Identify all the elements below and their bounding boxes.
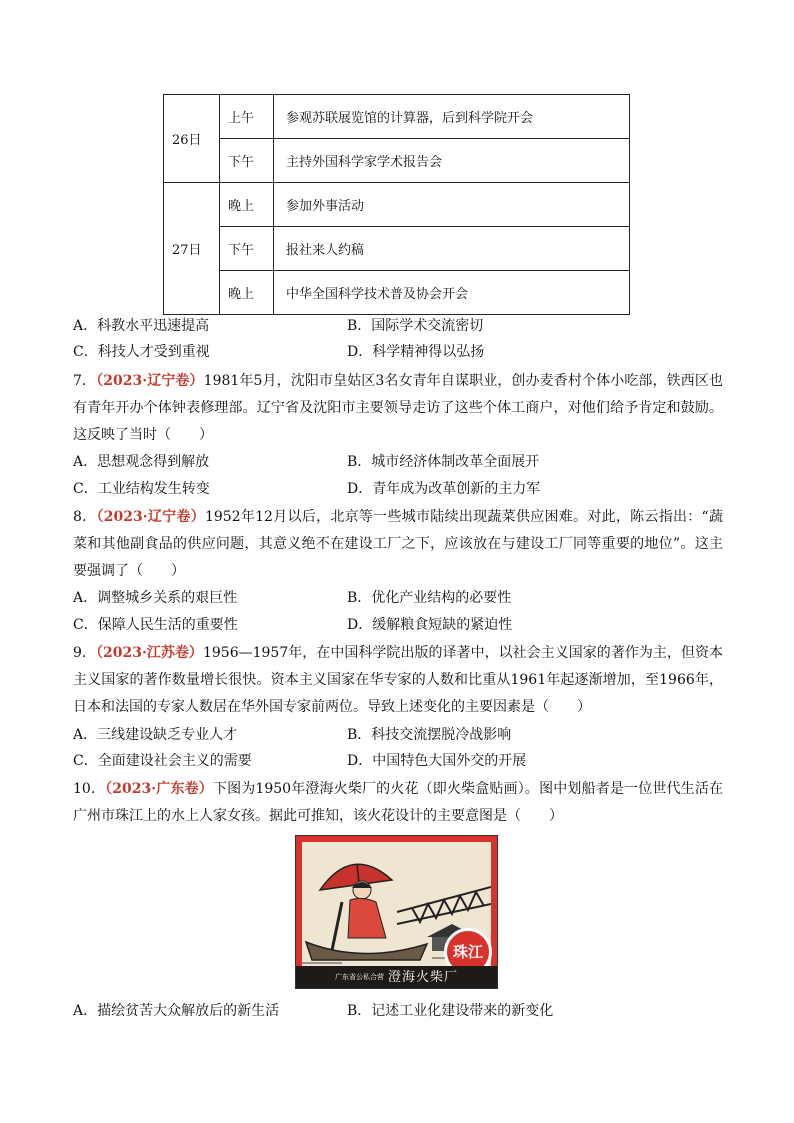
matchbox-stamp: 珠江 <box>444 928 492 976</box>
question-7 <box>73 368 723 449</box>
period-cell: 晚上 <box>220 271 274 315</box>
question-10 <box>73 776 723 830</box>
q6-option-c: C．科技人才受到重视 <box>73 344 210 360</box>
day-cell: 26日 <box>164 95 220 183</box>
period-cell: 晚上 <box>220 183 274 227</box>
q7-option-a: A．思想观念得到解放 <box>73 454 210 470</box>
table-row <box>164 227 630 271</box>
event-cell: 报社来人约稿 <box>274 227 630 271</box>
question-text: 1981年5月，沈阳市皇姑区3名女青年自谋职业，创办麦香村个体小吃部，铁西区也有青年开办个体钟表修理部。辽宁省及沈阳市主要领导走访了这些个体工商户，对他们给予肯定和鼓励。这反映了当时（ ） <box>73 373 723 443</box>
day-cell: 27日 <box>164 183 220 315</box>
question-source: （2023·辽宁卷） <box>96 373 204 389</box>
q8-option-b: B．优化产业结构的必要性 <box>347 590 512 606</box>
question-number: 8． <box>73 509 97 525</box>
question-9 <box>73 640 723 721</box>
q10-option-a: A．描绘贫苦大众解放后的新生活 <box>73 1003 280 1019</box>
question-8 <box>73 504 723 585</box>
event-cell: 参加外事活动 <box>274 183 630 227</box>
q7-option-b: B．城市经济体制改革全面展开 <box>347 454 540 470</box>
q8-option-d: D．缓解粮食短缺的紧迫性 <box>347 617 513 633</box>
q8-option-c: C．保障人民生活的重要性 <box>73 617 238 633</box>
period-cell: 上午 <box>220 95 274 139</box>
matchbox-brand-bar <box>296 966 497 989</box>
question-number: 10． <box>73 781 106 797</box>
question-source: （2023·江苏卷） <box>95 645 203 661</box>
q9-option-c: C．全面建设社会主义的需要 <box>73 753 252 769</box>
matchbox-small-text: 广东省公私合营 <box>334 973 384 981</box>
table-row <box>164 183 630 227</box>
q6-option-a: A．科教水平迅速提高 <box>73 318 210 334</box>
table-row <box>164 95 630 139</box>
q9-option-a: A．三线建设缺乏专业人才 <box>73 727 238 743</box>
q7-option-d: D．青年成为改革创新的主力军 <box>347 481 541 497</box>
q8-option-a: A．调整城乡关系的艰巨性 <box>73 590 238 606</box>
q6-option-b: B．国际学术交流密切 <box>347 318 484 334</box>
table-row <box>164 271 630 315</box>
period-cell: 下午 <box>220 227 274 271</box>
q10-option-b: B．记述工业化建设带来的新变化 <box>347 1003 554 1019</box>
event-cell: 中华全国科学技术普及协会开会 <box>274 271 630 315</box>
matchbox-brand: 澄海火柴厂 <box>387 970 458 985</box>
question-text: 下图为1950年澄海火柴厂的火花（即火柴盒贴画）。图中划船者是一位世代生活在广州市珠江上的水上人家女孩。据此可推知，该火花设计的主要意图是（ ） <box>73 781 723 824</box>
table-row <box>164 139 630 183</box>
q7-option-c: C．工业结构发生转变 <box>73 481 210 497</box>
schedule-table <box>163 94 630 315</box>
question-number: 7． <box>73 373 97 389</box>
event-cell: 主持外国科学家学术报告会 <box>274 139 630 183</box>
question-source: （2023·辽宁卷） <box>96 509 205 525</box>
matchbox-label-image <box>295 835 498 989</box>
question-number: 9． <box>73 645 96 661</box>
question-source: （2023·广东卷） <box>105 781 213 797</box>
question-text: 1956—1957年，在中国科学院出版的译著中，以社会主义国家的著作为主，但资本主义国家的著作数量增长很快。资本主义国家在华专家的人数和比重从1961年起逐渐增加，至1966年，日本和法国的专家人数居在华外国专家前两位。导致上述变化的主要因素是（ ） <box>73 645 723 715</box>
q9-option-b: B．科技交流摆脱冷战影响 <box>347 727 512 743</box>
question-text: 1952年12月以后，北京等一些城市陆续出现蔬菜供应困难。对此，陈云指出：“蔬菜和其他副食品的供应问题，其意义绝不在建设工厂之下，应该放在与建设工厂同等重要的地位”。这主要强调了（ ） <box>73 509 723 579</box>
event-cell: 参观苏联展览馆的计算器，后到科学院开会 <box>274 95 630 139</box>
period-cell: 下午 <box>220 139 274 183</box>
q9-option-d: D．中国特色大国外交的开展 <box>347 753 527 769</box>
q6-option-d: D．科学精神得以弘扬 <box>347 344 485 360</box>
